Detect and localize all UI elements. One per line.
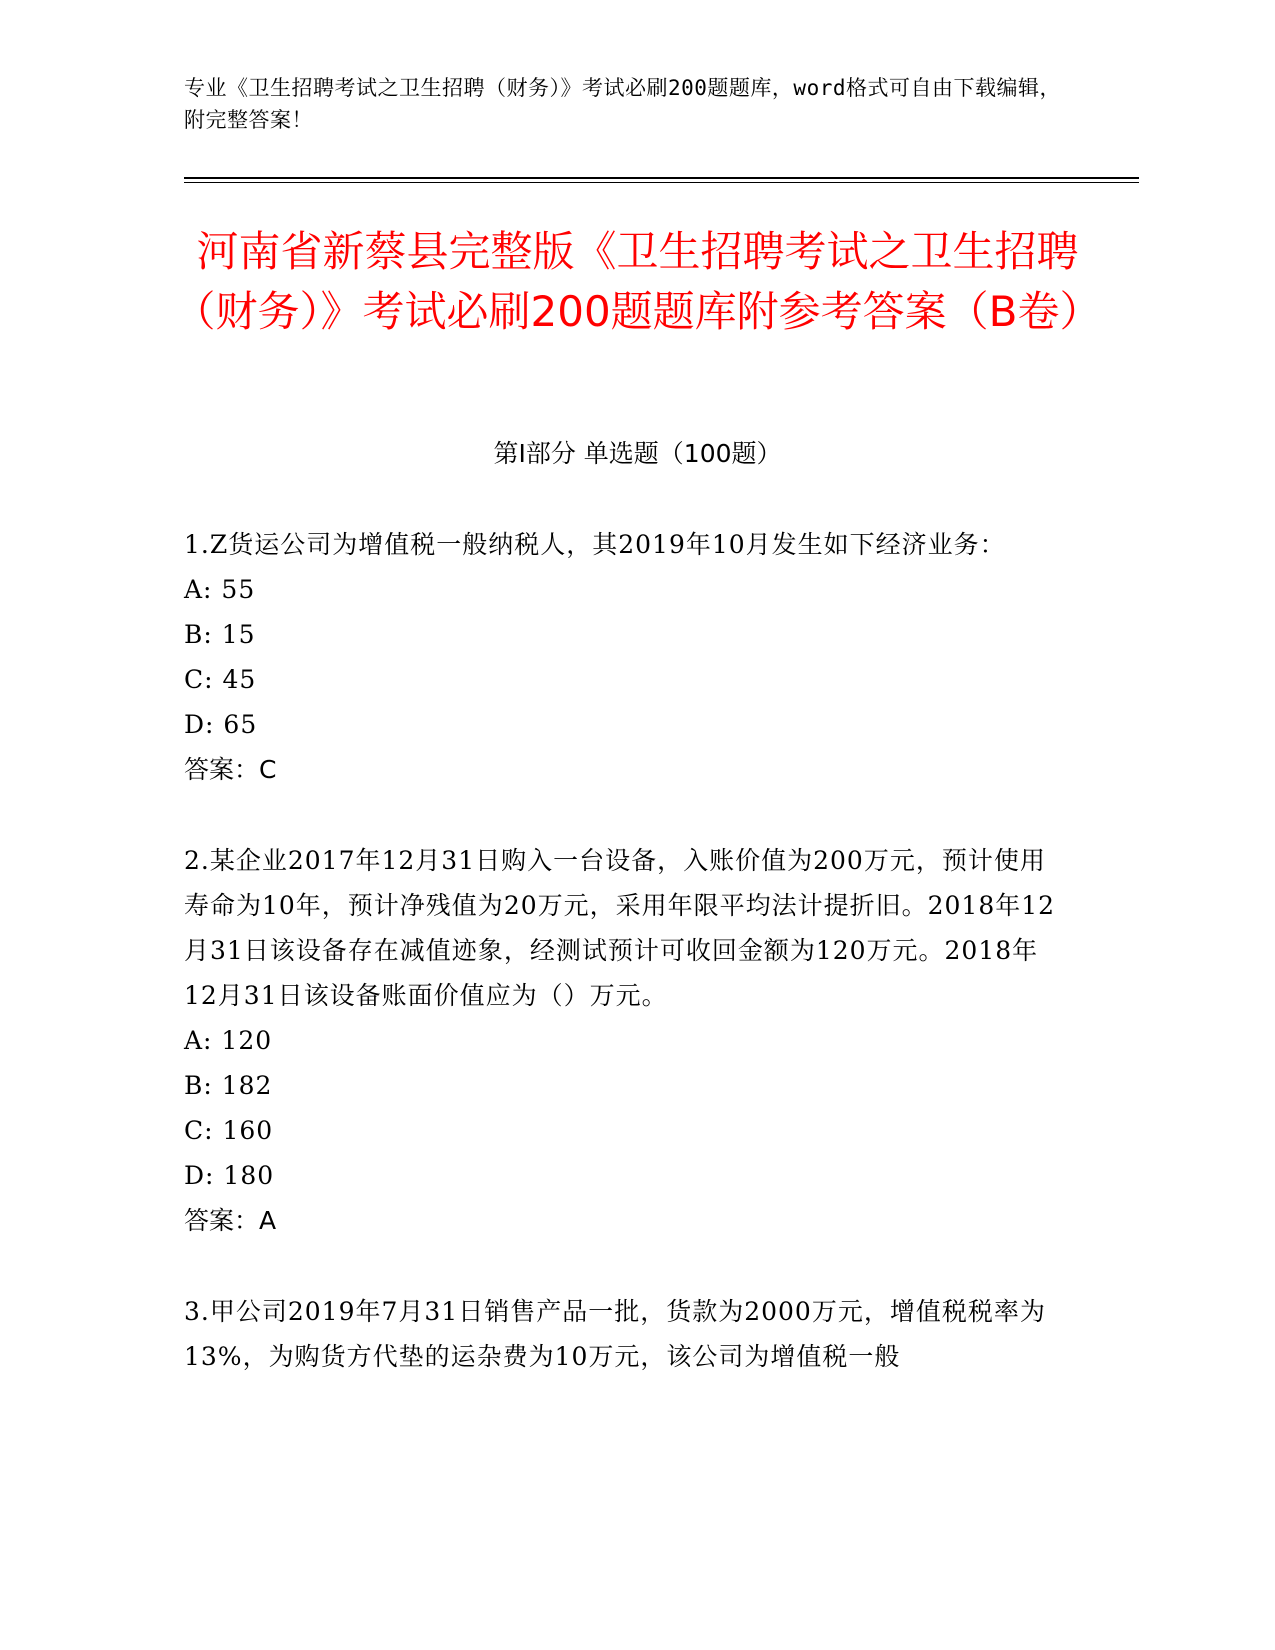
option-b: B: 15 bbox=[184, 620, 256, 649]
question-1 bbox=[184, 522, 1064, 792]
section-title: 第I部分 单选题（100题） bbox=[493, 439, 782, 468]
question-2 bbox=[184, 838, 1064, 1243]
option-b: B: 182 bbox=[184, 1071, 273, 1100]
question-list bbox=[184, 522, 1064, 1425]
header-divider-thin bbox=[184, 182, 1139, 183]
option-a: A: 120 bbox=[184, 1026, 273, 1055]
header-divider-thick bbox=[184, 177, 1139, 179]
question-stem: 2.某企业2017年12月31日购入一台设备，入账价值为200万元，预计使用寿命为10年，预计净残值为20万元，采用年限平均法计提折旧。2018年12月31日该设备存在减值迹象，经测试预计可收回金额为120万元。2018年12月31日该设备账面价值应为（）万元。 bbox=[184, 846, 1056, 1010]
option-a: A: 55 bbox=[184, 575, 256, 604]
question-3 bbox=[184, 1289, 1064, 1379]
option-list bbox=[184, 1018, 1064, 1198]
option-c: C: 160 bbox=[184, 1116, 274, 1145]
document-title: 河南省新蔡县完整版《卫生招聘考试之卫生招聘（财务）》考试必刷200题题库附参考答案（B卷） bbox=[173, 227, 1102, 336]
header-note: 专业《卫生招聘考试之卫生招聘（财务）》考试必刷200题题库，word格式可自由下载编辑，附完整答案！ bbox=[184, 76, 1061, 132]
option-d: D: 180 bbox=[184, 1161, 275, 1190]
answer-line: 答案：A bbox=[184, 1206, 277, 1235]
option-c: C: 45 bbox=[184, 665, 257, 694]
option-list bbox=[184, 567, 1064, 747]
option-d: D: 65 bbox=[184, 710, 258, 739]
answer-line: 答案：C bbox=[184, 755, 277, 784]
question-stem: 1.Z货运公司为增值税一般纳税人，其2019年10月发生如下经济业务： bbox=[184, 530, 1006, 559]
question-stem: 3.甲公司2019年7月31日销售产品一批，货款为2000万元，增值税税率为13%，为购货方代垫的运杂费为10万元，该公司为增值税一般 bbox=[184, 1297, 1046, 1371]
